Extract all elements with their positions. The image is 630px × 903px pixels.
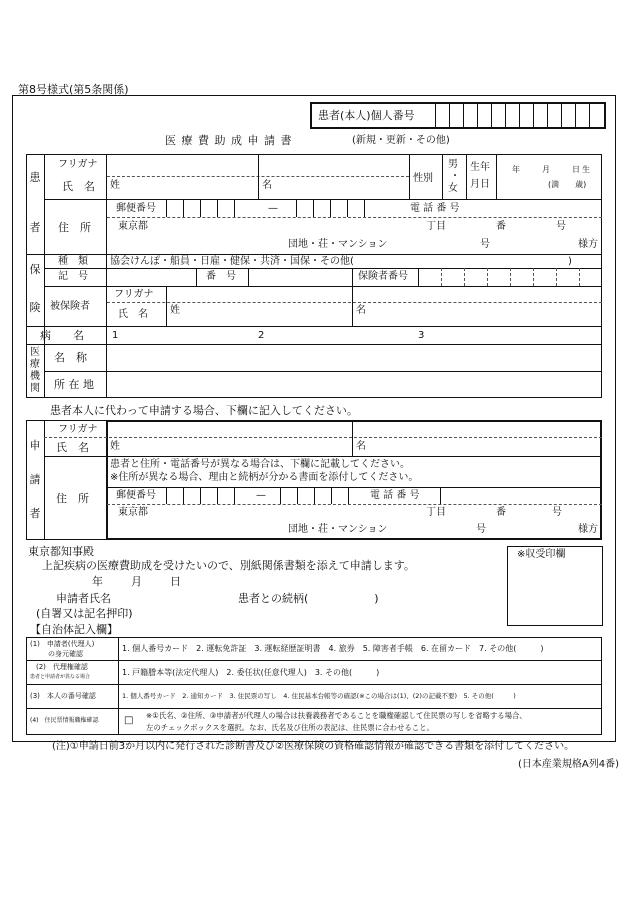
insured-name-label: 氏 名 [118, 309, 148, 320]
patient-samakata: 様方 [578, 239, 598, 250]
applicant-mei: 名 [356, 441, 366, 452]
municipal-header: 【自治体記入欄】 [30, 623, 118, 636]
municipal-row1-label: (1) 申請者(代理人) [30, 640, 95, 648]
proxy-note: 患者本人に代わって申請する場合、下欄に記入してください。 [50, 404, 358, 417]
applicant-side-3: 者 [29, 507, 41, 520]
municipal-row2-content: 1. 戸籍謄本等(法定代理人) 2. 委任状(任意代理人) 3. その他( ) [122, 668, 380, 677]
patient-tokyo: 東京都 [118, 221, 148, 232]
applicant-postal-label: 郵便番号 [116, 490, 156, 501]
addressee: 東京都知事殿 [28, 545, 94, 558]
relation-label: 患者との続柄( ) [238, 592, 379, 605]
disease-1: 1 [112, 330, 119, 341]
applicant-sei: 姓 [110, 441, 120, 452]
applicant-go2: 号 [476, 524, 486, 535]
patient-phone-label: 電 話 番 号 [410, 203, 460, 214]
birth-label-1: 生年 [470, 162, 490, 173]
applicant-ban: 番 [496, 507, 506, 518]
patient-name-label: 氏 名 [62, 180, 95, 193]
municipal-row2-label: (2) 代理権確認 [36, 663, 88, 671]
patient-go2: 号 [480, 239, 490, 250]
municipal-row3-label: (3) 本人の番号確認 [30, 692, 96, 700]
municipal-row4-content: ※①氏名、②住所、③申請者が代理人の場合は扶養義務者であることを職権確認して住民票の写しを省略する場合、 [146, 711, 527, 720]
applicant-note2: ※住所が異なる場合、理由と続柄が分かる書面を添付してください。 [110, 472, 419, 483]
declaration-text: 上記疾病の医療費助成を受けたいので、別紙関係書類を添えて申請します。 [42, 559, 415, 572]
disease-label: 病 名 [40, 329, 84, 342]
applicant-name-sign-label: 申請者氏名 [56, 592, 111, 605]
applicant-side-2: 請 [29, 473, 41, 486]
footnote: (注)①申請日前3か月以内に発行された診断書及び②医療保険の資格確認情報が確認できる書類を添付してください。 [52, 741, 575, 752]
municipal-row4-content2: 左のチェックボックスを選択。なお、氏名及び住所の表記は、住民票に合わせること。 [146, 723, 434, 732]
patient-sei: 姓 [110, 180, 120, 191]
patient-building: 団地・荘・マンション [288, 239, 388, 250]
institution-side-2: 療 [30, 359, 40, 370]
form-number: 第8号様式(第5条関係) [18, 83, 129, 96]
patient-address-label: 住 所 [58, 221, 91, 234]
applicant-postal-dash: — [256, 490, 266, 501]
insurance-types-end: ) [568, 256, 572, 267]
institution-name-label: 名 称 [54, 351, 87, 364]
disease-3: 3 [418, 330, 425, 341]
institution-side-4: 関 [30, 383, 40, 394]
applicant-name-label: 氏 名 [56, 441, 89, 454]
institution-side-1: 医 [30, 347, 40, 358]
applicant-furigana-label: フリガナ [58, 424, 98, 435]
insurance-type-label: 種 類 [58, 256, 88, 267]
birth-label-2: 月日 [470, 179, 490, 190]
insurance-types: 協会けんぽ・船員・日雇・健保・共済・国保・その他( [110, 256, 354, 267]
form-title-sub: (新規・更新・その他) [352, 135, 450, 146]
applicant-samakata: 様方 [578, 524, 598, 535]
insured-label: 被保険者 [50, 301, 90, 312]
residence-check-checkbox[interactable]: □ [124, 715, 134, 726]
municipal-row1-label2: の身元確認 [48, 650, 83, 658]
patient-go: 号 [556, 221, 566, 232]
sex-label: 性別 [413, 173, 433, 184]
patient-furigana-label: フリガナ [58, 159, 98, 170]
patient-number-label: 患者(本人)個人番号 [318, 109, 415, 122]
sex-dot: ・ [450, 171, 460, 182]
stamp-box-label: ※収受印欄 [517, 549, 566, 560]
form-title: 医 療 費 助 成 申 請 書 [165, 134, 293, 147]
birth-fields: 年 月 日生 [512, 165, 592, 174]
municipal-row1-content: 1. 個人番号カード 2. 運転免許証 3. 運転経歴証明書 4. 旅券 5. 障害者手帳 6. 在留カード 7. その他( ) [122, 644, 544, 653]
applicant-chome: 丁目 [426, 507, 446, 518]
insured-mei: 名 [356, 305, 366, 316]
insured-sei: 姓 [170, 305, 180, 316]
applicant-side-1: 申 [29, 439, 41, 452]
signature-note: (自署又は記名押印) [36, 607, 133, 620]
applicant-note1: 患者と住所・電話番号が異なる場合は、下欄に記載してください。 [110, 459, 410, 470]
age-field: (満 歳) [548, 180, 587, 189]
patient-side-2: 者 [29, 221, 41, 234]
patient-chome: 丁目 [426, 221, 446, 232]
institution-address-label: 所 在 地 [54, 378, 94, 391]
applicant-address-label: 住 所 [56, 492, 89, 505]
declaration-date: 年 月 日 [92, 575, 183, 588]
insurance-number-label: 番 号 [206, 271, 236, 282]
municipal-row3-content: 1. 個人番号カード 2. 通知カード 3. 住民票の写し 4. 住民基本台帳等の確認(※この場合は(1)、(2)の記載不要) 5. その他( ) [122, 692, 516, 700]
disease-2: 2 [258, 330, 265, 341]
patient-postal-dash: — [268, 203, 278, 214]
insurer-no-label: 保険者番号 [358, 271, 408, 282]
paper-standard: (日本産業規格A列4番) [518, 759, 620, 770]
applicant-tokyo: 東京都 [118, 507, 148, 518]
sex-female: 女 [448, 183, 458, 194]
sex-male: 男 [448, 159, 458, 170]
applicant-building: 団地・荘・マンション [288, 524, 388, 535]
applicant-phone-label: 電 話 番 号 [370, 490, 420, 501]
insured-furigana: フリガナ [114, 289, 154, 300]
municipal-row2-label2: 患者と申請者が異なる場合 [30, 674, 91, 680]
municipal-row4-label: (4) 住民票情報職権確認 [30, 717, 99, 724]
patient-ban: 番 [496, 221, 506, 232]
applicant-go: 号 [552, 507, 562, 518]
patient-side-1: 患 [29, 171, 41, 184]
patient-mei: 名 [262, 180, 272, 191]
institution-side-3: 機 [30, 371, 40, 382]
insurance-symbol-label: 記 号 [58, 271, 88, 282]
insurance-side-1: 保 [29, 263, 41, 276]
insurance-side-2: 険 [29, 301, 41, 314]
patient-postal-label: 郵便番号 [116, 203, 156, 214]
